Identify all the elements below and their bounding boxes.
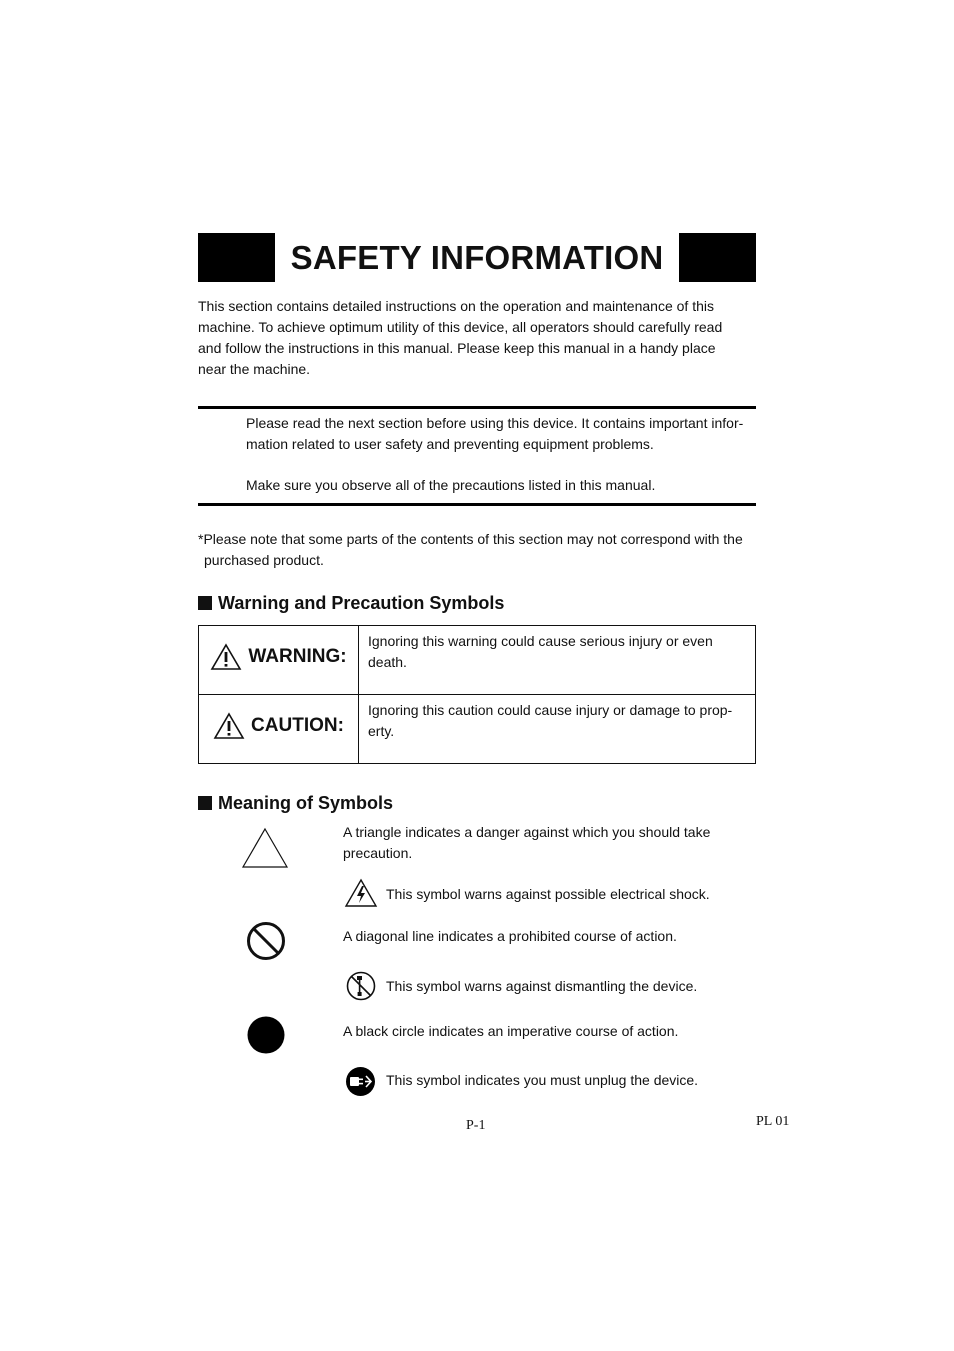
table-row bbox=[199, 626, 756, 695]
intro-paragraph bbox=[198, 296, 758, 380]
note bbox=[198, 529, 763, 571]
imperative-description: A black circle indicates an imperative course of action. bbox=[343, 1023, 679, 1039]
symbols-table bbox=[198, 625, 756, 764]
description-line: A triangle indicates a danger against which you should take bbox=[343, 824, 711, 840]
meaning-section-heading: Meaning of Symbols bbox=[198, 792, 393, 814]
no-dismantle-icon bbox=[345, 970, 377, 1002]
notice-line: Make sure you observe all of the precautions listed in this manual. bbox=[246, 477, 656, 493]
description-line: precaution. bbox=[343, 845, 413, 861]
notice-line: Please read the next section before using this device. It contains important infor- bbox=[246, 415, 744, 431]
no-dismantle-description: This symbol warns against dismantling the device. bbox=[386, 978, 698, 994]
description-line: Ignoring this caution could cause injury or damage to prop- bbox=[368, 702, 733, 718]
square-bullet-icon bbox=[198, 796, 212, 810]
caution-label-cell bbox=[199, 695, 359, 764]
description-line: Ignoring this warning could cause serious injury or even bbox=[368, 633, 713, 649]
square-bullet-icon bbox=[198, 596, 212, 610]
intro-line: and follow the instructions in this manual. Please keep this manual in a handy place bbox=[198, 340, 716, 356]
note-line: purchased product. bbox=[204, 552, 324, 568]
prohibition-icon bbox=[245, 920, 287, 962]
note-line: *Please note that some parts of the contents of this section may not correspond with the bbox=[198, 531, 743, 547]
triangle-icon bbox=[241, 827, 289, 869]
intro-line: This section contains detailed instructions on the operation and maintenance of this bbox=[198, 298, 714, 314]
warning-label-cell bbox=[199, 626, 359, 695]
warning-section-heading: Warning and Precaution Symbols bbox=[198, 592, 504, 614]
page-title: SAFETY INFORMATION bbox=[290, 239, 664, 276]
warning-triangle-icon bbox=[210, 643, 242, 671]
prohibit-description: A diagonal line indicates a prohibited course of action. bbox=[343, 928, 677, 944]
notice-bottom-rule bbox=[198, 503, 756, 506]
table-row bbox=[199, 695, 756, 764]
title-bar-right bbox=[679, 233, 756, 282]
electrical-shock-icon bbox=[344, 878, 378, 908]
notice-line: mation related to user safety and preventing equipment problems. bbox=[246, 436, 654, 452]
electrical-shock-description: This symbol warns against possible electrical shock. bbox=[386, 886, 710, 902]
warning-label: WARNING: bbox=[248, 646, 347, 667]
notice-top-rule bbox=[198, 406, 756, 409]
unplug-icon bbox=[345, 1066, 376, 1097]
document-code: PL 01 bbox=[756, 1114, 790, 1129]
intro-line: machine. To achieve optimum utility of this device, all operators should carefully read bbox=[198, 319, 723, 335]
warning-triangle-icon bbox=[213, 712, 245, 740]
triangle-description bbox=[343, 822, 763, 864]
description-line: erty. bbox=[368, 723, 395, 739]
unplug-description: This symbol indicates you must unplug the device. bbox=[386, 1072, 699, 1088]
page-number: P-1 bbox=[466, 1118, 486, 1133]
warning-description-cell bbox=[359, 626, 756, 695]
title-bar-left bbox=[198, 233, 275, 282]
intro-line: near the machine. bbox=[198, 361, 311, 377]
description-line: death. bbox=[368, 654, 407, 670]
black-circle-icon bbox=[246, 1015, 286, 1055]
notice-text bbox=[246, 413, 758, 496]
caution-description-cell bbox=[359, 695, 756, 764]
caution-label: CAUTION: bbox=[251, 715, 344, 736]
